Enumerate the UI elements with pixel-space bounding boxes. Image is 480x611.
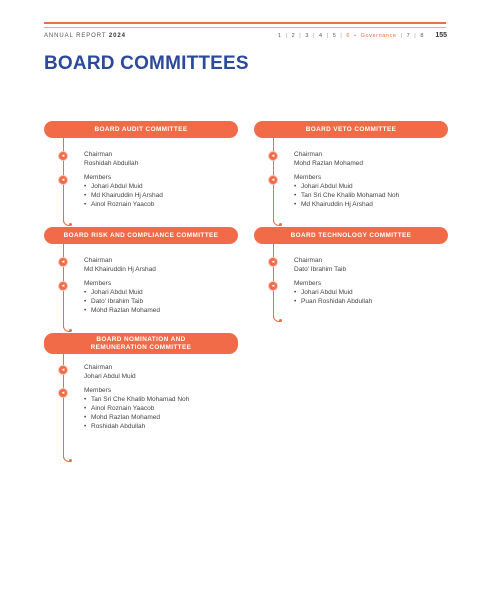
member-item: • Tan Sri Che Khalib Mohamad Noh [294,192,399,201]
members-section [84,174,163,210]
nav-item-1[interactable]: 1 [277,33,282,39]
chairman-label: Chairman [294,151,323,158]
page-title: BOARD COMMITTEES [44,53,249,74]
section-nav: 1 | 2 | 3 | 4 | 5 | 6 • Governance | 7 | 8 [277,33,424,39]
chairman-name: Johari Abdul Muid [84,372,136,380]
committee-name-pill: BOARD RISK AND COMPLIANCE COMMITTEE [44,227,238,244]
report-label-text: ANNUAL REPORT [44,33,107,39]
committee-technology [254,227,448,334]
committee-name-pill: BOARD VETO COMMITTEE [254,121,448,138]
chairman-name: Dato' Ibrahim Taib [294,265,347,273]
members-label: Members [84,174,112,181]
members-label: Members [294,174,322,181]
member-item: • Mohd Razlan Mohamed [84,307,160,316]
page-number: 155 [435,32,447,39]
chairman-label: Chairman [84,257,113,264]
chairman-label: Chairman [294,257,323,264]
members-node-icon: ◂ [268,175,278,185]
committee-veto [254,121,448,228]
committee-name-line2: REMUNERATION COMMITTEE [90,343,192,351]
chairman-label: Chairman [84,151,113,158]
members-label: Members [84,387,112,394]
committee-name-pill: BOARD TECHNOLOGY COMMITTEE [254,227,448,244]
nav-item-7[interactable]: 7 [406,33,411,39]
member-item: • Johari Abdul Muid [294,289,372,298]
tree-end-dot [279,223,282,226]
nav-item-governance[interactable]: Governance [360,33,397,39]
chairman-section [84,257,156,275]
committee-name-line1: BOARD NOMINATION AND [96,335,186,343]
nav-item-5[interactable]: 5 [332,33,337,39]
nav-active-marker: • [354,33,357,39]
chairman-node-icon: ◂ [58,151,68,161]
member-item: • Roshidah Abdullah [84,423,189,432]
header-rule [44,22,446,24]
chairman-label: Chairman [84,364,113,371]
nav-item-2[interactable]: 2 [291,33,296,39]
members-section [294,280,372,307]
members-node-icon: ◂ [58,175,68,185]
chairman-name: Roshidah Abdullah [84,159,139,167]
report-label [44,33,126,39]
member-item: • Puan Roshidah Abdullah [294,298,372,307]
tree-end-dot [69,329,72,332]
member-item: • Johari Abdul Muid [84,289,160,298]
committee-audit [44,121,238,228]
tree-end-dot [279,319,282,322]
members-node-icon: ◂ [58,388,68,398]
chairman-section [294,151,363,169]
member-item: • Mohd Razlan Mohamed [84,414,189,423]
committee-nomination-remuneration [44,333,238,464]
tree-end-dot [69,459,72,462]
chairman-name: Mohd Razlan Mohamed [294,159,364,167]
member-item: • Dato' Ibrahim Taib [84,298,160,307]
nav-item-4[interactable]: 4 [319,33,323,39]
nav-item-6[interactable]: 6 [346,33,351,39]
chairman-node-icon: ◂ [58,365,68,375]
chairman-node-icon: ◂ [268,257,278,267]
members-label: Members [294,280,322,287]
nav-item-8[interactable]: 8 [420,33,424,39]
member-item: • Johari Abdul Muid [294,183,399,192]
members-node-icon: ◂ [268,281,278,291]
chairman-node-icon: ◂ [58,257,68,267]
member-item: • Tan Sri Che Khalib Mohamad Noh [84,396,189,405]
member-item: • Md Khairuddin Hj Arshad [294,201,399,210]
chairman-section [84,364,136,382]
members-section [84,280,160,316]
chairman-node-icon: ◂ [268,151,278,161]
chairman-section [294,257,346,275]
members-node-icon: ◂ [58,281,68,291]
chairman-name: Md Khairuddin Hj Arshad [84,265,156,273]
members-section [84,387,189,432]
committee-name-pill: BOARD AUDIT COMMITTEE [44,121,238,138]
member-item: • Johari Abdul Muid [84,183,163,192]
chairman-section [84,151,138,169]
members-label: Members [84,280,112,287]
committee-name-pill [44,333,238,354]
nav-item-3[interactable]: 3 [305,33,309,39]
tree-end-dot [69,223,72,226]
member-item: • Ainol Roznain Yaacob [84,201,163,210]
member-item: • Ainol Roznain Yaacob [84,405,189,414]
committee-risk-compliance [44,227,238,334]
member-item: • Md Khairuddin Hj Arshad [84,192,163,201]
members-section [294,174,399,210]
report-year: 2024 [108,33,126,39]
header-rule-thin [44,27,446,28]
